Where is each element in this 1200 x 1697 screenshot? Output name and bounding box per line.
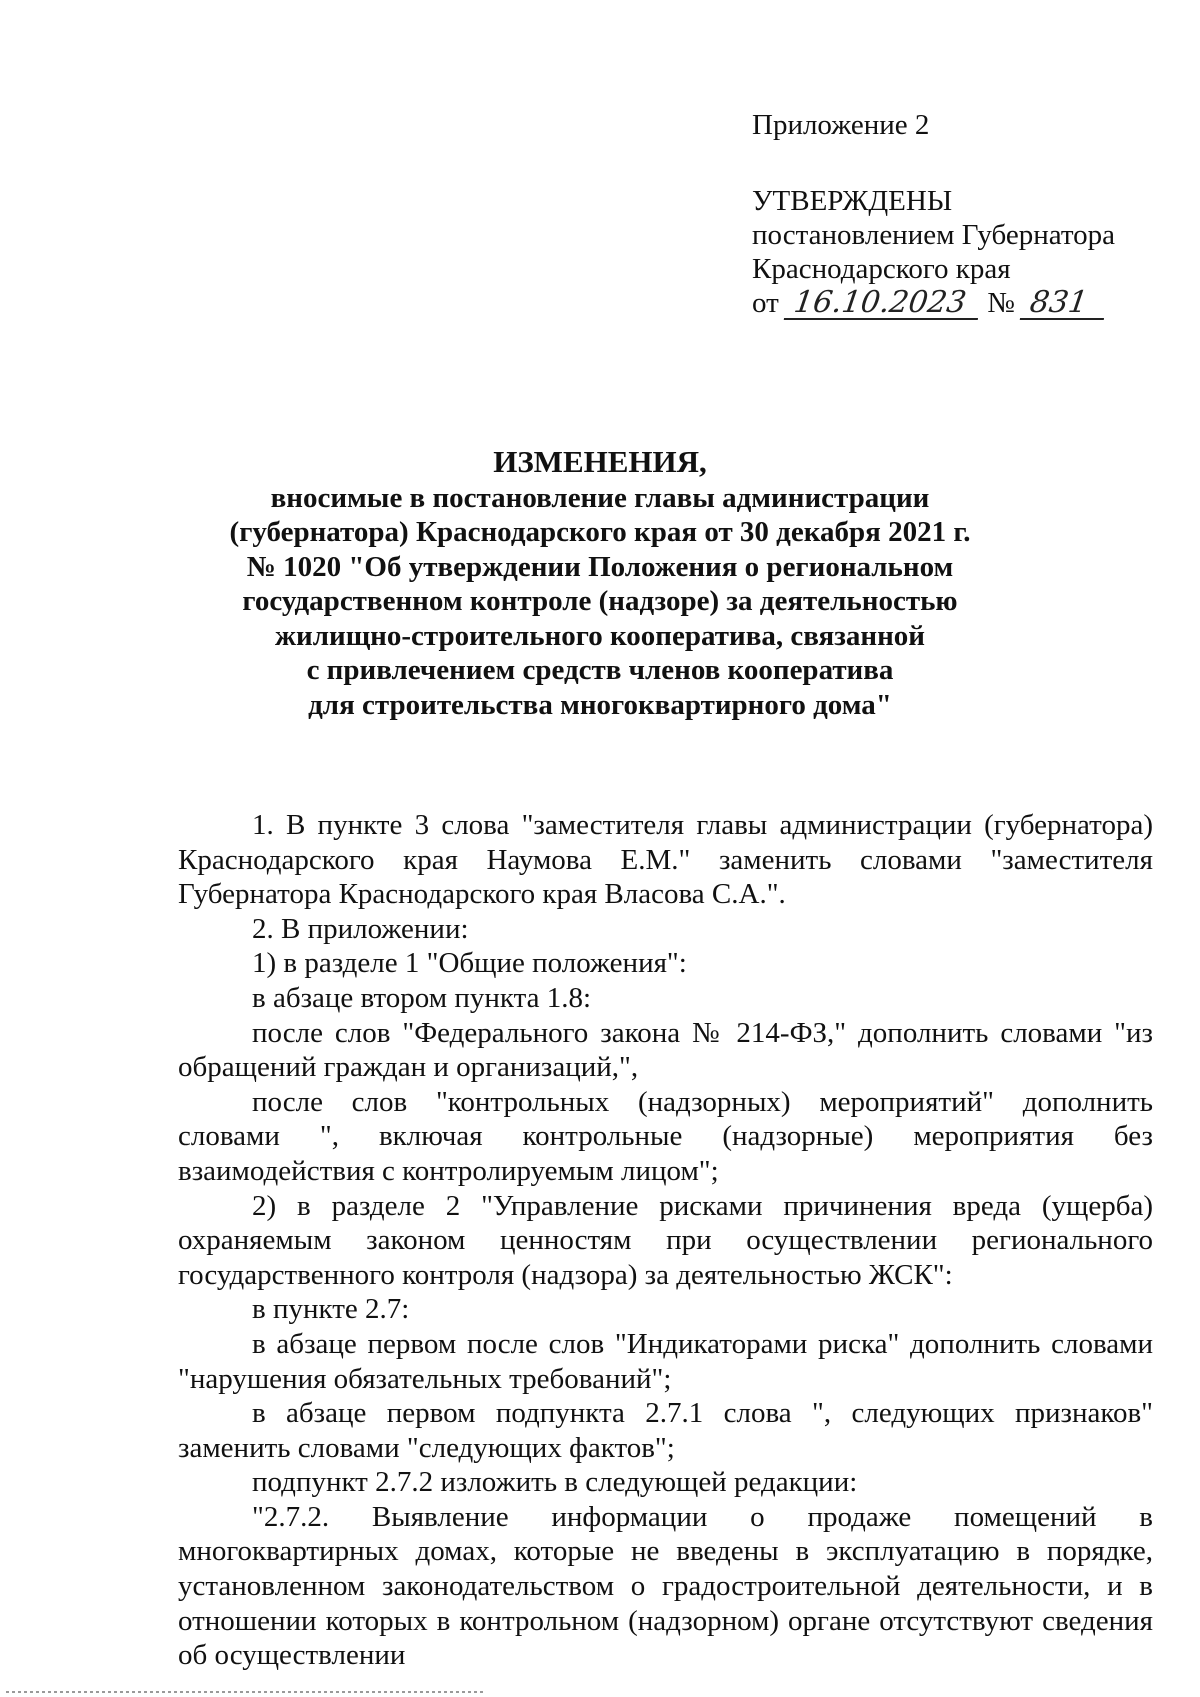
body-paragraph: подпункт 2.7.2 изложить в следующей редакции: bbox=[252, 1466, 858, 1499]
body-paragraph: 1) в разделе 1 "Общие положения": bbox=[252, 947, 687, 980]
document-title-block bbox=[150, 445, 1050, 722]
appendix-label: Приложение 2 bbox=[752, 109, 930, 141]
body-paragraph: в абзаце втором пункта 1.8: bbox=[252, 981, 592, 1014]
handwritten-date: 16.10.2023 bbox=[784, 288, 982, 320]
body-paragraph: в абзаце первом после слов "Индикаторами риска" дополнить словами "нарушения обязательных требований"; bbox=[178, 1327, 1153, 1395]
title-line: вносимые в постановление главы администрации bbox=[270, 481, 930, 514]
title-line: жилищно-строительного кооператива, связанной bbox=[274, 619, 926, 652]
approved-by-line-1: постановлением Губернатора bbox=[752, 219, 1116, 251]
title-line: № 1020 "Об утверждении Положения о региональном bbox=[246, 550, 954, 583]
approved-label: УТВЕРЖДЕНЫ bbox=[752, 185, 953, 217]
body-paragraph: после слов "Федерального закона № 214-ФЗ," дополнить словами "из обращений граждан и организаций,", bbox=[178, 1016, 1153, 1084]
title-line: с привлечением средств членов кооператива bbox=[306, 654, 894, 686]
body-paragraph: после слов "контрольных (надзорных) мероприятий" дополнить словами ", включая контрольные (надзорные) мероприятия без взаимодействия с контролируемым лицом"; bbox=[178, 1085, 1153, 1187]
body-paragraph: 2. В приложении: bbox=[252, 912, 469, 945]
approval-block bbox=[752, 108, 1152, 320]
body-paragraph: в пункте 2.7: bbox=[252, 1293, 410, 1326]
document-body bbox=[178, 808, 1153, 1673]
date-number-line bbox=[752, 286, 1152, 320]
approved-by-line-2: Краснодарского края bbox=[752, 253, 1011, 285]
title-line: государственном контроле (надзоре) за деятельностью bbox=[242, 585, 958, 617]
date-prefix: от bbox=[752, 287, 779, 319]
scan-artifact-line bbox=[6, 1691, 486, 1693]
document-title: ИЗМЕНЕНИЯ, bbox=[493, 444, 707, 479]
body-paragraph: "2.7.2. Выявление информации о продаже помещений в многоквартирных домах, которые не введены в эксплуатацию в порядке, установленном законодательством о градостроительной деятельности, и в отношении которых в контрольном (надзорном) органе отсутствуют сведения об осуществлении bbox=[178, 1500, 1153, 1672]
body-paragraph: 1. В пункте 3 слова "заместителя главы администрации (губернатора) Краснодарского края Наумова Е.М." заменить словами "заместителя Губернатора Краснодарского края Власова С.А.". bbox=[178, 809, 1153, 911]
body-paragraph: в абзаце первом подпункта 2.7.1 слова ", следующих признаков" заменить словами "следующих фактов"; bbox=[178, 1397, 1153, 1464]
title-line: для строительства многоквартирного дома" bbox=[308, 688, 892, 721]
number-prefix: № bbox=[987, 287, 1015, 319]
handwritten-number: 831 bbox=[1020, 288, 1108, 320]
body-paragraph: 2) в разделе 2 "Управление рисками причинения вреда (ущерба) охраняемым законом ценностям при осуществлении регионального государственного контроля (надзора) за деятельностью ЖСК": bbox=[178, 1189, 1153, 1291]
title-line: (губернатора) Краснодарского края от 30 декабря 2021 г. bbox=[229, 516, 971, 548]
